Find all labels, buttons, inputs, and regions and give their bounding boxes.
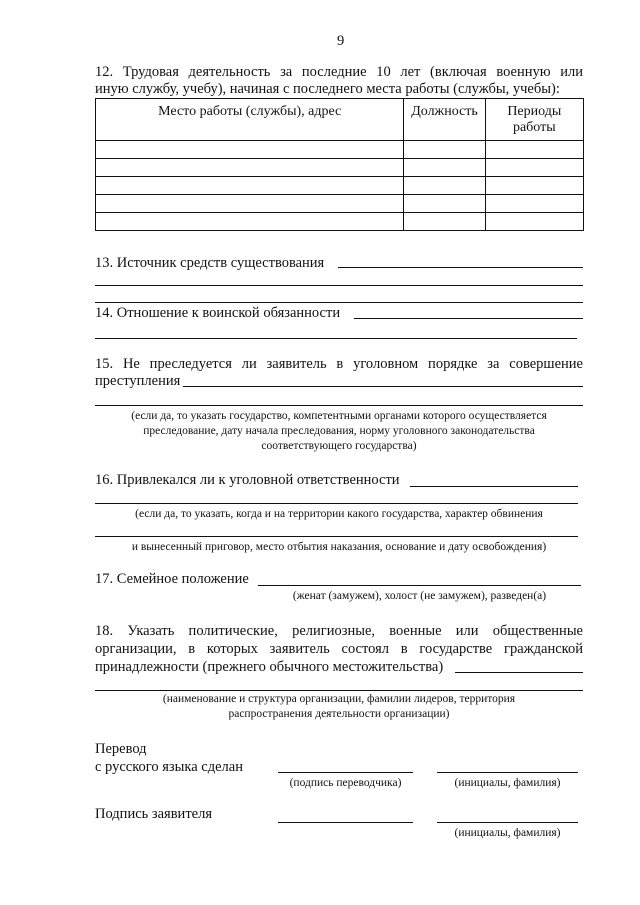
s16-answer-line[interactable] (410, 486, 578, 487)
table-row[interactable] (96, 159, 584, 177)
s16-note1: (если да, то указать, когда и на территории какого государства, характер обвинения (135, 508, 543, 520)
s13-label: 13. Источник средств существования (95, 255, 325, 271)
table-row[interactable] (96, 141, 584, 159)
s13-answer-line-3[interactable] (95, 302, 583, 303)
work-history-table (95, 98, 584, 231)
s16-note2: и вынесенный приговор, место отбытия наказания, основание и дату освобождения) (131, 541, 547, 553)
s18-line3: принадлежности (прежнего обычного местожительства) (95, 659, 444, 675)
s16-answer-line-2[interactable] (95, 503, 578, 504)
s18-note1: (наименование и структура организации, фамилии лидеров, территория (162, 693, 516, 705)
table-cell[interactable] (404, 159, 485, 177)
applicant-name-note: (инициалы, фамилия) (454, 827, 561, 839)
s16-answer-line-3[interactable] (95, 536, 578, 537)
table-cell[interactable] (485, 195, 583, 213)
translation-line2: с русского языка сделан (95, 759, 243, 775)
s15-answer-line-2[interactable] (95, 405, 583, 406)
s15-line2: преступления (95, 373, 181, 389)
table-cell[interactable] (96, 177, 404, 195)
table-cell[interactable] (485, 141, 583, 159)
s12-line1: 12. Трудовая деятельность за последние 10 лет (включая военную или (95, 64, 583, 80)
table-cell[interactable] (96, 213, 404, 231)
translator-signature-note: (подпись переводчика) (289, 777, 402, 789)
col-header-periods-text: Периоды работы (507, 104, 562, 135)
col-header-periods (485, 99, 583, 141)
s13-answer-line-2[interactable] (95, 285, 583, 286)
table-cell[interactable] (96, 159, 404, 177)
col-header-workplace: Место работы (службы), адрес (96, 99, 404, 141)
s14-answer-line-2[interactable] (95, 338, 577, 339)
s14-label: 14. Отношение к воинской обязанности (95, 305, 341, 321)
translator-name-line[interactable] (437, 772, 578, 773)
s18-note2: распространения деятельности организации) (228, 708, 450, 720)
table-cell[interactable] (485, 213, 583, 231)
s17-label: 17. Семейное положение (95, 571, 249, 587)
table-cell[interactable] (404, 177, 485, 195)
s17-note: (женат (замужем), холост (не замужем), разведен(а) (292, 590, 547, 602)
col-header-position: Должность (404, 99, 485, 141)
s17-answer-line[interactable] (258, 585, 581, 586)
translation-line1: Перевод (95, 741, 147, 757)
s18-line2: организации, в которых заявитель состоял в государстве гражданской (95, 641, 583, 657)
table-row[interactable] (96, 195, 584, 213)
table-cell[interactable] (485, 159, 583, 177)
s18-line1: 18. Указать политические, религиозные, военные или общественные (95, 623, 583, 639)
translator-name-note: (инициалы, фамилия) (454, 777, 561, 789)
s16-label: 16. Привлекался ли к уголовной ответственности (95, 472, 400, 488)
applicant-label: Подпись заявителя (95, 806, 212, 822)
table-cell[interactable] (404, 141, 485, 159)
s15-note1: (если да, то указать государство, компетентными органами которого осуществляется (131, 410, 547, 422)
table-cell[interactable] (404, 213, 485, 231)
translator-signature-line[interactable] (278, 772, 413, 773)
s13-answer-line[interactable] (338, 267, 583, 268)
table-row[interactable] (96, 213, 584, 231)
table-cell[interactable] (485, 177, 583, 195)
s18-answer-line[interactable] (455, 672, 583, 673)
s15-answer-line[interactable] (183, 386, 583, 387)
applicant-signature-line[interactable] (278, 822, 413, 823)
table-cell[interactable] (96, 141, 404, 159)
page-number: 9 (337, 33, 345, 49)
s15-note2: преследование, дату начала преследования, норму уголовного законодательства (143, 425, 535, 437)
s14-answer-line[interactable] (354, 318, 583, 319)
table-row[interactable] (96, 177, 584, 195)
applicant-name-line[interactable] (437, 822, 578, 823)
table-cell[interactable] (96, 195, 404, 213)
table-cell[interactable] (404, 195, 485, 213)
s15-note3: соответствующего государства) (261, 440, 417, 452)
s18-answer-line-2[interactable] (95, 690, 583, 691)
table-header-row (96, 99, 584, 141)
s15-line1: 15. Не преследуется ли заявитель в уголовном порядке за совершение (95, 356, 583, 372)
s12-line2: иную службу, учебу), начиная с последнего места работы (службы, учебы): (95, 81, 560, 97)
